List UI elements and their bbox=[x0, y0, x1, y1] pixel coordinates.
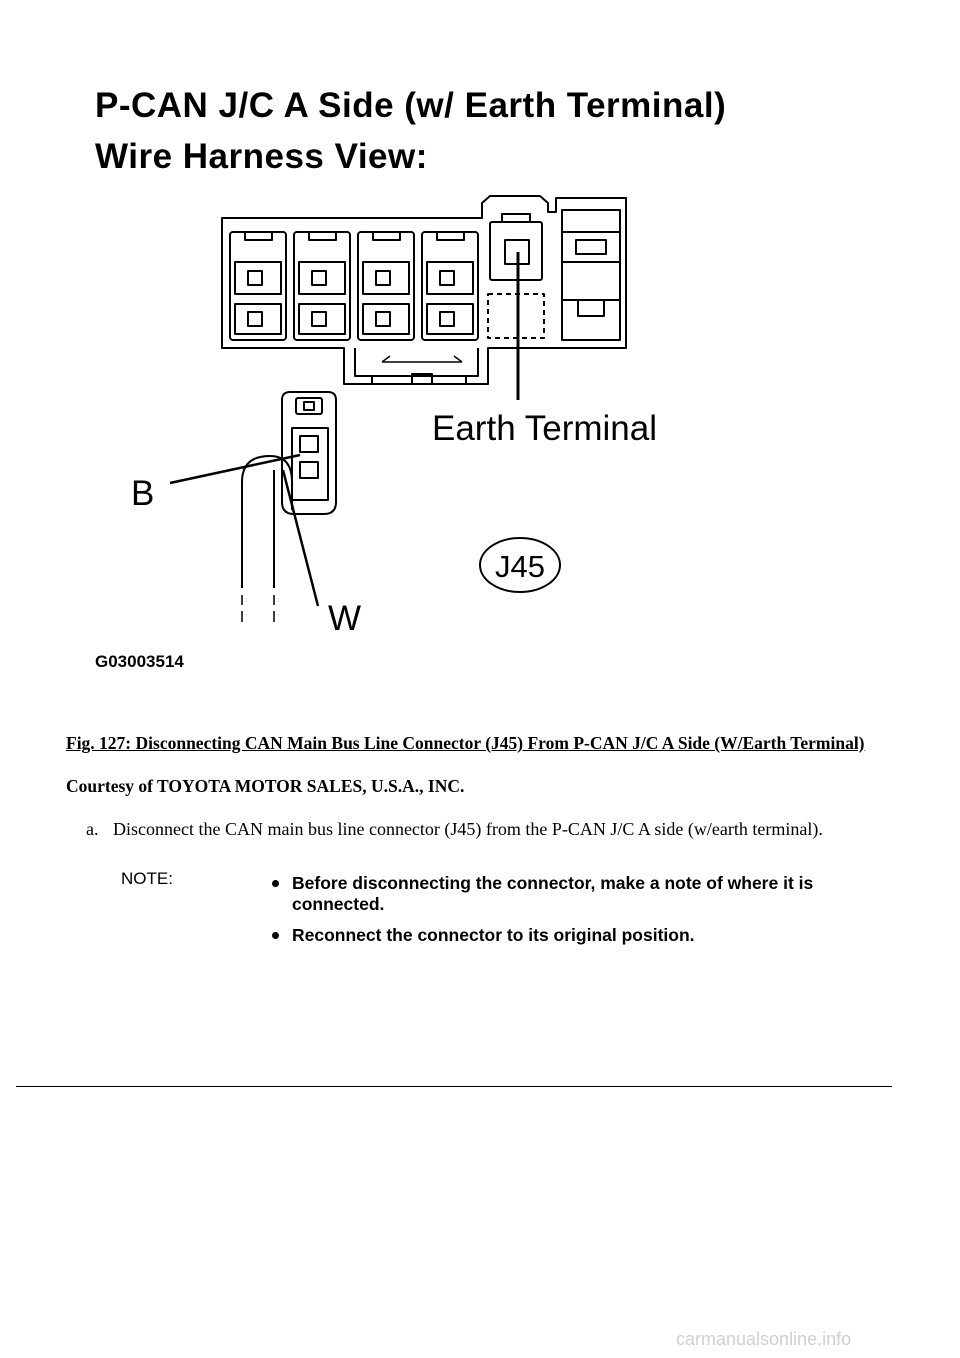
junction-connector-body bbox=[222, 196, 626, 384]
wire-harness-diagram bbox=[0, 180, 960, 700]
note-list bbox=[270, 873, 910, 956]
wire-b-label: B bbox=[131, 474, 155, 513]
cavity-column-4 bbox=[422, 232, 478, 340]
note-label: NOTE: bbox=[121, 869, 173, 888]
side-cavity-block bbox=[562, 210, 620, 340]
bullet-icon bbox=[272, 880, 279, 887]
cavity-column-1 bbox=[230, 232, 286, 340]
note-item bbox=[270, 925, 910, 946]
image-code: G03003514 bbox=[95, 652, 184, 671]
step-text: Disconnect the CAN main bus line connector (J45) from the P-CAN J/C A side (w/earth terminal). bbox=[113, 819, 823, 839]
note-item bbox=[270, 873, 910, 915]
wire-w-label: W bbox=[328, 599, 362, 638]
courtesy-line: Courtesy of TOYOTA MOTOR SALES, U.S.A., INC. bbox=[66, 776, 465, 796]
watermark: carmanualsonline.info bbox=[676, 1329, 852, 1349]
note-item-text: Before disconnecting the connector, make a note of where it is connected. bbox=[292, 873, 814, 914]
step-letter: a. bbox=[86, 819, 99, 839]
figure-caption bbox=[66, 734, 886, 753]
bullet-icon bbox=[272, 932, 279, 939]
connector-id-label: J45 bbox=[495, 549, 545, 584]
earth-terminal-cavity bbox=[488, 214, 544, 338]
figure-title: P-CAN J/C A Side (w/ Earth Terminal) bbox=[95, 86, 727, 125]
note-item-text: Reconnect the connector to its original position. bbox=[292, 925, 695, 945]
wire-harness bbox=[242, 456, 292, 510]
page-divider bbox=[16, 1086, 892, 1087]
figure-caption-text: Fig. 127: Disconnecting CAN Main Bus Line Connector (J45) From P-CAN J/C A Side (W/Earth Terminal) bbox=[66, 733, 865, 753]
cavity-column-3 bbox=[358, 232, 414, 340]
earth-terminal-label: Earth Terminal bbox=[432, 409, 658, 448]
figure-subtitle: Wire Harness View: bbox=[95, 137, 428, 176]
cavity-column-2 bbox=[294, 232, 350, 340]
procedure-step bbox=[86, 819, 823, 840]
